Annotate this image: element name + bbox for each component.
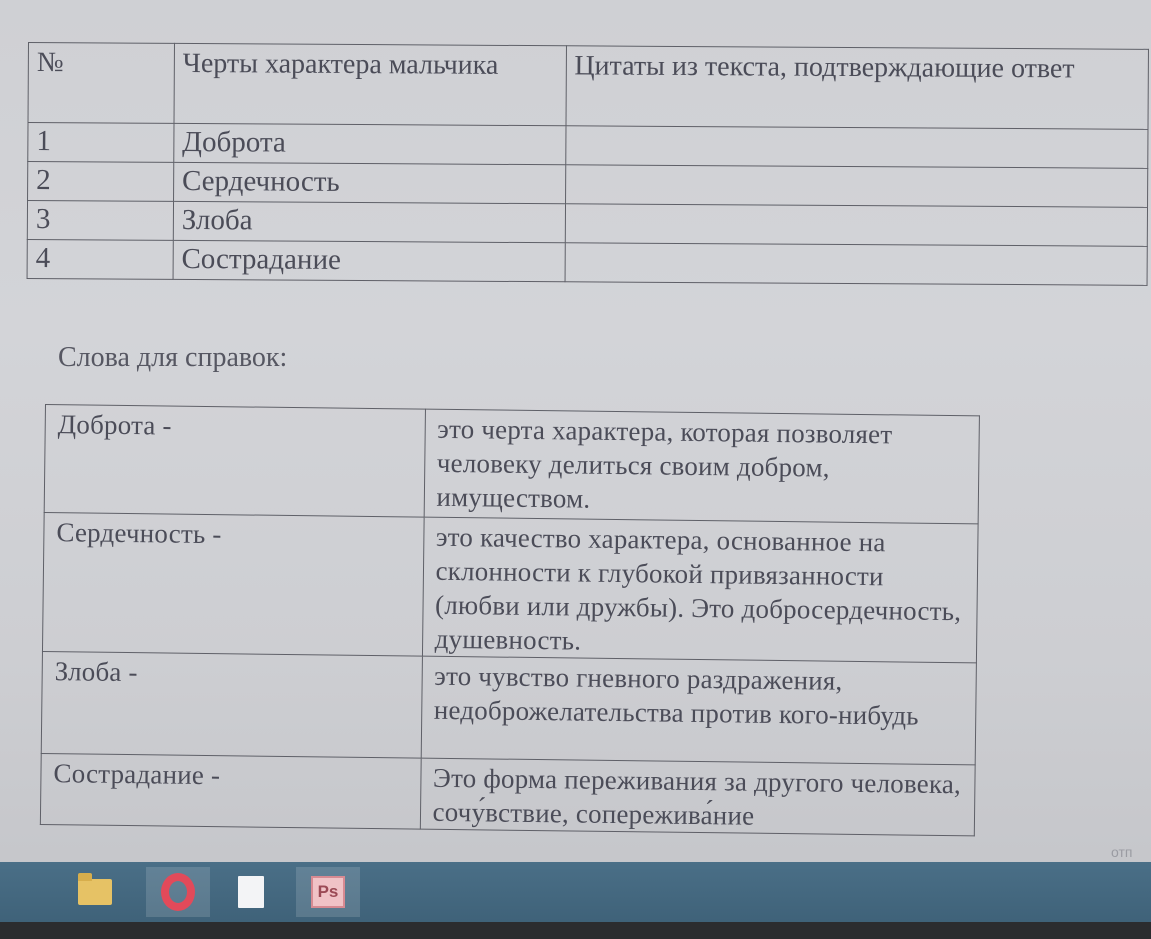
row-quote-cell[interactable] [565,126,1148,169]
row-quote-cell[interactable] [565,204,1148,247]
row-number: 1 [28,123,174,163]
header-quotes: Цитаты из текста, подтверждающие ответ [566,46,1149,130]
definition-term: Сострадание - [40,753,420,829]
definition-row [44,405,979,524]
folder-icon [78,879,112,905]
taskbar-document-button[interactable] [226,867,276,917]
document-icon [238,876,264,908]
row-number: 3 [27,201,173,241]
definition-text: Это форма переживания за другого человека, сочу́вствие, сопережива́ние [420,758,975,836]
row-trait: Сострадание [173,240,565,281]
definition-row [40,753,975,835]
definition-text: это черта характера, которая позволяет человеку делиться своим добром, имуществом. [424,409,980,524]
table-row [27,201,1147,247]
row-quote-cell[interactable] [565,165,1148,208]
table-row [28,123,1148,169]
taskbar [0,862,1151,922]
table-header-row [28,43,1148,130]
definition-term: Доброта - [44,405,425,518]
row-trait: Сердечность [173,162,565,203]
definition-term: Сердечность - [42,512,423,656]
side-text: отп [1111,844,1133,860]
screen-bezel [0,922,1151,939]
header-number: № [28,43,174,124]
row-number: 2 [28,162,174,202]
header-traits: Черты характера мальчика [174,43,566,125]
row-trait: Злоба [173,201,565,242]
row-number: 4 [27,239,173,279]
photoshop-icon: Ps [311,876,345,908]
traits-table [27,42,1149,286]
table-row [27,239,1147,285]
taskbar-photoshop-button[interactable] [296,867,360,917]
definition-row [42,512,978,662]
definitions-table [40,404,980,836]
taskbar-explorer-button[interactable] [70,867,120,917]
table-row [28,162,1148,208]
taskbar-opera-button[interactable] [146,867,210,917]
definition-text: это качество характера, основанное на склонности к глубокой привязанности (любви или дружбы). Это добросердечность, душевность. [422,517,978,663]
row-quote-cell[interactable] [565,243,1148,286]
definition-term: Злоба - [41,651,422,758]
reference-caption: Слова для справок: [58,342,288,373]
opera-icon [161,873,195,911]
definition-row [41,651,976,764]
row-trait: Доброта [174,123,566,164]
definition-text: это чувство гневного раздражения, недоброжелательства против кого-нибудь [421,656,977,765]
